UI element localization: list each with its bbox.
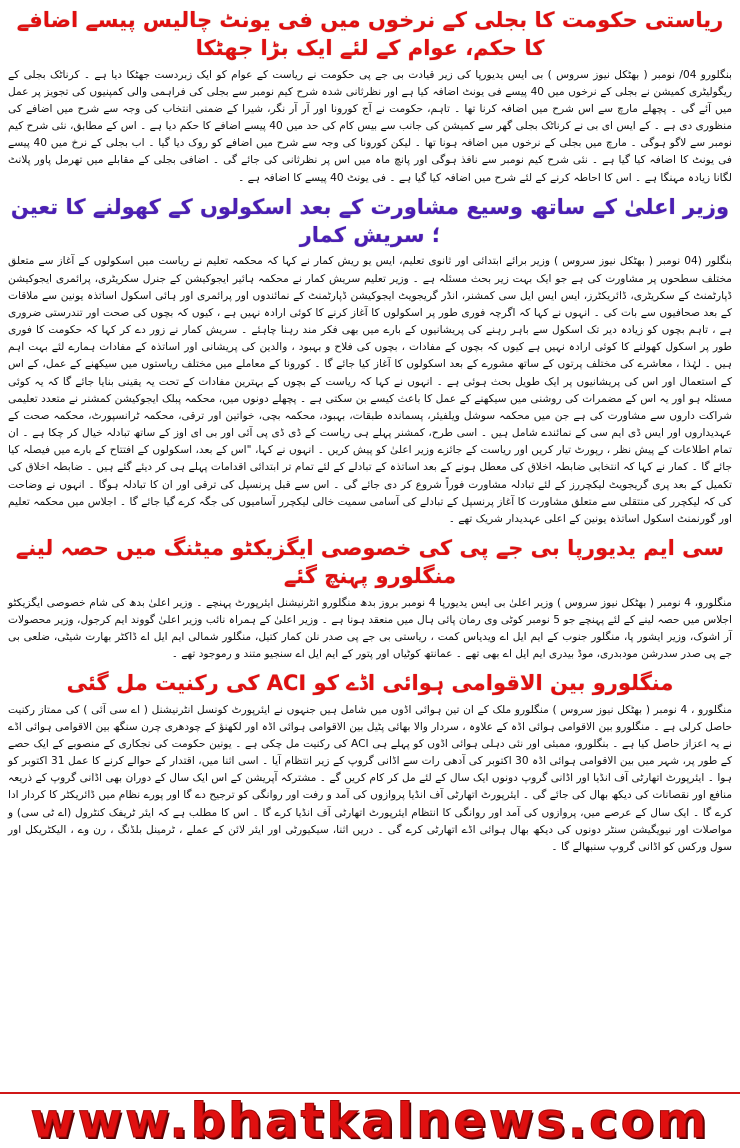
headline-cm-mangaluru-visit: سی ایم یدیورپا بی جے پی کی خصوصی ایگزیکٹو میٹنگ میں حصہ لینے منگلورو پہنچ گئے (15, 535, 725, 589)
headline-school-reopening: وزیر اعلیٰ کے ساتھ وسیع مشاورت کے بعد اسکولوں کے کھولنے کا تعین ؛ سریش کمار (10, 194, 730, 248)
body-cm-mangaluru-visit: منگلورو، 4 نومبر ( بھٹکل نیوز سروس ) وزیر اعلیٰ بی ایس یدیورپا 4 نومبر بروز بدھ منگلورو انٹرنیشنل ایئرپورٹ پہنچے ۔ وزیر اعلیٰ بدھ کی شام خصوصی ایگزیکٹو اجلاس میں حصہ لینے کے لئے پہنچے جو 5 نومبر کوٹی وی رمان پائی ہال میں منعقد ہونا ہے ۔ وزیر اعلیٰ کے ہمراہ نائب وزیر اعلیٰ گووند ایم کرجول، وزیر محصولات آر اشوک، وزیر ایشور پا، منگلور جنوب کے ایم ایل اے ویدیاس کمت ، ریاستی بی جے پی صدر نلن کمار کتیل، منگلور شمالی ایم ایل اے ڈاکٹر بھارت شیٹی، ضلعی بی جے پی صدر سدرشن مودبدری، موڈ بیدری ایم ایل اے بھی تھے ۔ عمانتھ کوٹیاں اور پتور کے ایم ایل اے سنجیو متند و رموجود تھے ۔ (8, 596, 733, 661)
story-airport-aci-membership (6, 669, 734, 856)
headline-airport-aci-membership: منگلورو بین الاقوامی ہوائی اڈے کو ACI کی رکنیت مل گئی (66, 671, 674, 696)
story-school-reopening (6, 193, 734, 528)
site-footer (0, 1092, 740, 1148)
headline-electricity-tariff: ریاستی حکومت کا بجلی کے نرخوں میں فی یونٹ چالیس پیسے اضافے کا حکم، عوام کے لئے ایک بڑا جھٹکا (16, 8, 724, 61)
story-cm-mangaluru-visit (6, 534, 734, 663)
story-electricity-tariff (6, 6, 734, 187)
site-url-link[interactable]: www.bhatkalnews.com (30, 1093, 710, 1148)
body-school-reopening: بنگلور (04 نومبر ( بھٹکل نیوز سروس ) وزیر برائے ابتدائی اور ثانوی تعلیم، ایس یو ریش کمار نے کہا کہ محکمہ تعلیم نے ریاست میں اسکولوں کے آغاز سے متعلق مختلف سطحوں پر مشاورت کی ہے جو ایک بہت زیر بحث مسئلہ ہے ۔ وزیر تعلیم سریش کمار نے محکمہ ہائیر ایجوکیشن کے جنرل سکریٹری، پرائمری ایجوکیشن ڈپارٹمنٹ کے سکریٹری، ڈائریکٹرز، ایس ایس ایل سی کمشنر، انڈر گریجویٹ ایجوکیشن ڈپارٹمنٹ کے نمائندوں اور پرائمری اور ہائی اسکول اساتذہ یونین سے ملاقات کے بعد صحافیوں سے بات کی ۔ انہوں نے کہا کہ اگرچہ فوری طور پر اسکولوں کا آغاز کرنے کا کوئی ارادہ نہیں ہے ، کیوں کہ بچوں کی صحت اور تندرستی ضروری ہے ، تاہم بچوں کو زیادہ دیر تک اسکول سے باہر رہنے کی پریشانیوں کے بارے میں بھی فکر مند رہنا چاہئے ۔ سریش کمار نے زور دے کر کہا کہ حکومت کا فوری طور پر اسکول کھولنے کا کوئی ارادہ نہیں ہے کیوں کہ بچوں کے مفادات ، بچوں کی فلاح و بہبود ، والدین کی پریشانی اور اساتذہ کے مفادات ہمارے لئے بہت اہم ہیں ۔ لہٰذا ، معاشرے کی مختلف پرتوں کے ساتھ مشورے کے بعد اسکولوں کا آغاز کیا جائے گا ۔ کورونا کے معاملے میں مختلف ریاستوں میں سیکھنے کے عمل، کے اس کے استعمال اور اس کی پریشانیوں پر ایک طویل بحث ہوئی ہے ۔ انہوں نے کہا کہ ریاست کے بچوں کے بہترین مفادات کے تحت یہ یقینی بنایا جائے گا کہ یہ کوئی مسئلہ ہو اور یہ اس کے مضمرات کی روشنی میں سیکھنے کے عمل کا باعث کیسے بن سکتی ہے ۔ پچھلے دونوں میں، محکمہ پبلک ایجوکیشن کمشنر نے متعدد تعلیمی شراکت داروں سے مشاورت کی ہے جن میں محکمہ سوشل ویلفیئر، پسماندہ طبقات، بہبود، محکمہ بچی، خواتین اور ترقی، محکمہ ٹرانسپورٹ، محکمہ صحت کے عہدیداروں اور ایس ڈی ایم سی کے نمائندے شامل ہیں ۔ اسی طرح، کمشنر پہلے ہی ریاست کے ڈی ڈی پی آئی اور بی ای اوز کے ساتھ تبادلہ خیال کر چکا ہے ۔ ان تمام اطلاعات کے پیش نظر ، رپورٹ تیار کریں اور ریاست کے جائزے وزیر اعلیٰ کو پیش کریں ۔ انہوں نے کہا، "اس کے بعد، اسکولوں کے افتتاح کے بارے میں فیصلہ کیا جائے گا ۔ کمار نے کہا کہ انتخابی ضابطہ اخلاق کی معطل ہونے کے بعد اساتذہ کے تبادلے کے لئے تمام تر ابتدائی اقدامات پہلے ہی کر دیئے گئے ہیں ۔ ضابطہ اخلاق کی تکمیل کے بعد پری گریجویٹ لیکچررز کے لئے تبادلہ مشاورت فوراً شروع کر دی جائے گی ۔ اس سے قبل پرنسپل کی ترقی اور ان کا تبادلہ ہوگا ۔ انہوں نے وضاحت کی کہ لیکچرر کی منتقلی سے متعلق مشاورت کا آغاز پرنسپل کے تبادلے کی آسامی سمیت خالی لیکچرر آسامیوں کی جگہ کرے گیا جائے گا ۔ اجلاس میں محکمہ تعلیم اور گورنمنٹ اسکول اساتذہ یونین کے اعلی عہدیدار شریک تھے ۔ (8, 255, 732, 525)
body-electricity-tariff: بنگلورو 04/ نومبر ( بھٹکل نیوز سروس ) بی ایس یدیورپا کی زیر قیادت بی جے پی حکومت نے ریاست کے عوام کو ایک زبردست جھٹکا دیا ہے ۔ کرناٹک بجلی کے ریگولیٹری کمیشن نے بجلی کے نرخوں میں 40 پیسے فی یونٹ اضافہ کیا ہے اور نظرثانی شدہ شرح کیم نومبر سے بجلی کی فراہمی والی کمپنیوں کی تجویز پر عمل میں آئے گی ۔ پچھلے مارچ سے اس شرح میں اضافہ کرنا تھا ۔ تاہم، حکومت نے آج کورونا اور آر آر نگر، شیرا کے ضمنی انتخاب کی وجہ سے شرح میں اضافے کی منظوری دی ہے ۔ کے ایس ای بی نے کرناٹک بجلی گھر سے کمیشن کی جانب سے بیس کام کی حد میں 40 پیسے اضافے کا حکم دیا ہے ۔ اس کے مطابق، نئی شرح کیم نومبر سے لاگو ہوگی ۔ مارچ میں بجلی کے نرخوں میں اضافہ ہونا تھا ۔ لیکن کورونا کی وجہ سے شرح میں اضافے کو روک دیا گیا ۔ اب بجلی کے نرخ میں 40 پیسے فی یونٹ کا اضافہ کیا گیا ہے ۔ نئی شرح کیم نومبر سے نافذ ہوگی اور پانچ ماہ میں اس پر نظرثانی کی جائے گی ۔ اضافی بجلی کے مقابلے میں تھرمل پاور پلانٹ لگانا زیادہ مہنگا ہے ۔ اس کا احاطہ کرنے کے لئے شرح میں اضافہ کیا گیا ہے ۔ فی یونٹ 40 پیسے کا اضافہ ہے ۔ (8, 68, 733, 184)
body-airport-aci-membership: منگلورو ، 4 نومبر ( بھٹکل نیوز سروس ) منگلورو ملک کے ان تین ہوائی اڈوں میں شامل ہیں جنہوں نے ایئرپورٹ کونسل انٹرنیشنل ( اے سی آئی ) کی ممتاز رکنیت حاصل کرلی ہے ۔ منگلورو بین الاقوامی ہوائی اڈہ کے علاوہ ، سردار والا بھائی پٹیل بین الاقوامی ہوائی اڈہ اور لکھنؤ کے چودھری چرن سنگھ بین الاقوامی ہوائی اڈے نے یہ اعزاز حاصل کیا ہے ۔ بنگلورو، ممبئی اور نئی دہلی ہوائی اڈوں کو پہلے ہی ACI کی رکنیت مل چکی ہے ۔ یونین حکومت کی نجکاری کے منصوبے کے ایک حصے کے طور پر، شہر میں بین الاقوامی ہوائی اڈہ 30 اکتوبر کی آدھی رات سے اڈانی گروپ کے زیر انتظام آیا ۔ اسی اثنا میں، اقتدار کے حوالے کرنے کا عمل 31 اکتوبر کو ہوا ۔ ایئرپورٹ اتھارٹی آف انڈیا اور اڈانی گروپ دونوں ایک سال کے لئے مل کر کام کریں گے ۔ مشترکہ آپریشن کے اس ایک سال کے دوران بھی اڈانی گروپ کے ذریعہ منافع اور نقصانات کی دیکھ بھال کی جائے گی ۔ ایئرپورٹ اتھارٹی آف انڈیا پروازوں کی آمد و رفت اور روانگی کو ترجیح دے گا اور پورے نظام میں ڈائریکٹر کا کردار ادا کرے گا ۔ ایک سال کے عرصے میں، پروازوں کی آمد اور روانگی کا انتظام ایئرپورٹ اتھارٹی آف انڈیا کرے گا ۔ اس کا مطلب ہے کہ ایئر ٹریفک کنٹرول (اے ٹی سی) و مواصلات اور نیویگیشن سنٹر دونوں کی دیکھ بھال ہوائی اڈے اتھارٹی کرے گی ۔ دریں اثنا، سیکیورٹی اور ایئر لائن کے عملے ، ٹرمینل بلڈنگ ، رن وے ، الیکٹریکل اور سول ورکس کو اڈانی گروپ سنبھالے گا ۔ (8, 703, 733, 853)
